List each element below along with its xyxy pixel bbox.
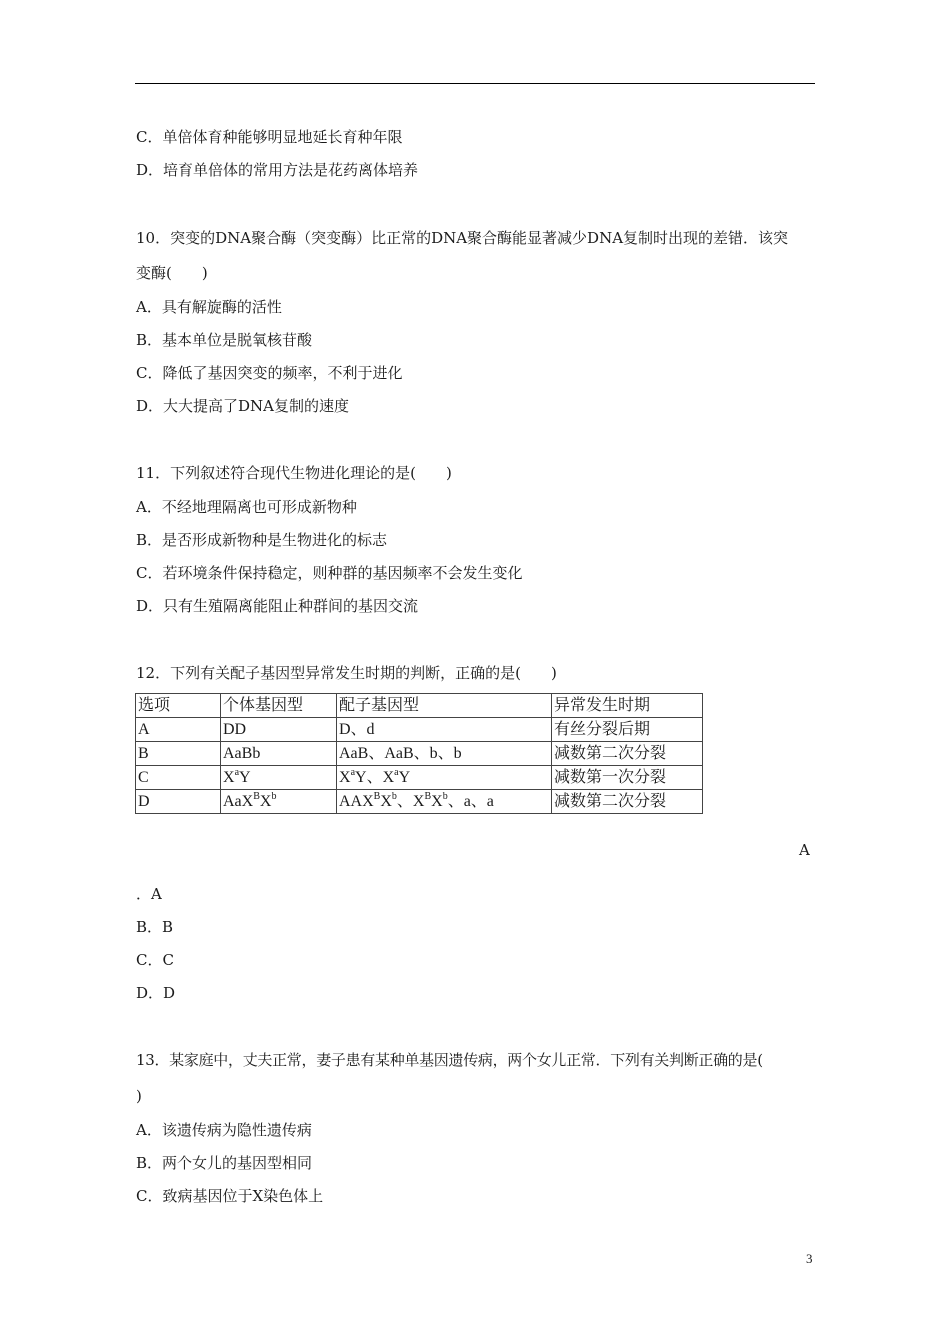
q10-option-b: B．基本单位是脱氧核苷酸 [136, 331, 313, 349]
genotype-cell: DD [221, 718, 337, 742]
q13-stem-line2: ) [136, 1087, 142, 1105]
table-row [136, 790, 703, 814]
q12-stray-a: A [799, 841, 810, 859]
q10-stem-line1: 10．突变的DNA聚合酶（突变酶）比正常的DNA聚合酶能显著减少DNA复制时出现的差错．该突 [136, 229, 789, 247]
genotype-cell: $X^aY$ [221, 766, 337, 790]
table-row [136, 718, 703, 742]
q12-stem: 12．下列有关配子基因型异常发生时期的判断，正确的是( ) [136, 664, 557, 682]
q12-option-d: D．D [136, 984, 176, 1002]
q13-option-c: C．致病基因位于X染色体上 [136, 1187, 324, 1205]
q11-option-d: D．只有生殖隔离能阻止种群间的基因交流 [136, 597, 419, 615]
q11-option-c: C．若环境条件保持稳定，则种群的基因频率不会发生变化 [136, 564, 523, 582]
option-cell: B [136, 742, 221, 766]
q12-option-b: B．B [136, 918, 174, 936]
gamete-cell: $AAX^BX^b$、$X^BX^b$、a、a [337, 790, 552, 814]
table-row [136, 766, 703, 790]
option-cell: A [136, 718, 221, 742]
q10-stem-line2: 变酶( ) [136, 264, 208, 282]
q10-option-d: D．大大提高了DNA复制的速度 [136, 397, 350, 415]
q10-option-c: C．降低了基因突变的频率，不利于进化 [136, 364, 403, 382]
table-row [136, 742, 703, 766]
gamete-cell: D、d [337, 718, 552, 742]
q11-stem: 11．下列叙述符合现代生物进化理论的是( ) [136, 464, 452, 482]
page-number: 3 [806, 1251, 813, 1266]
header-cell: 选项 [136, 694, 221, 718]
q12-option-a: ．A [136, 885, 162, 903]
header-cell: 异常发生时期 [552, 694, 703, 718]
header-cell: 配子基因型 [337, 694, 552, 718]
genotype-cell: AaBb [221, 742, 337, 766]
period-cell: 减数第一次分裂 [552, 766, 703, 790]
header-rule [135, 83, 815, 84]
q12-table [135, 693, 703, 814]
option-cell: C [136, 766, 221, 790]
q11-option-a: A．不经地理隔离也可形成新物种 [136, 498, 357, 516]
option-cell: D [136, 790, 221, 814]
q10-option-a: A．具有解旋酶的活性 [136, 298, 282, 316]
period-cell: 减数第二次分裂 [552, 742, 703, 766]
period-cell: 有丝分裂后期 [552, 718, 703, 742]
period-cell: 减数第二次分裂 [552, 790, 703, 814]
q13-option-a: A．该遗传病为隐性遗传病 [136, 1121, 312, 1139]
genotype-cell: $AaX^BX^b$ [221, 790, 337, 814]
q9-option-d: D．培育单倍体的常用方法是花药离体培养 [136, 161, 419, 179]
header-cell: 个体基因型 [221, 694, 337, 718]
gamete-cell: $X^aY$、$X^aY$ [337, 766, 552, 790]
table-header-row [136, 694, 703, 718]
gamete-cell: AaB、AaB、b、b [337, 742, 552, 766]
q12-option-c: C．C [136, 951, 174, 969]
q13-option-b: B．两个女儿的基因型相同 [136, 1154, 313, 1172]
q11-option-b: B．是否形成新物种是生物进化的标志 [136, 531, 388, 549]
q9-option-c: C．单倍体育种能够明显地延长育种年限 [136, 128, 403, 146]
q13-stem-line1: 13．某家庭中，丈夫正常，妻子患有某种单基因遗传病，两个女儿正常．下列有关判断正确的是( [136, 1051, 763, 1069]
